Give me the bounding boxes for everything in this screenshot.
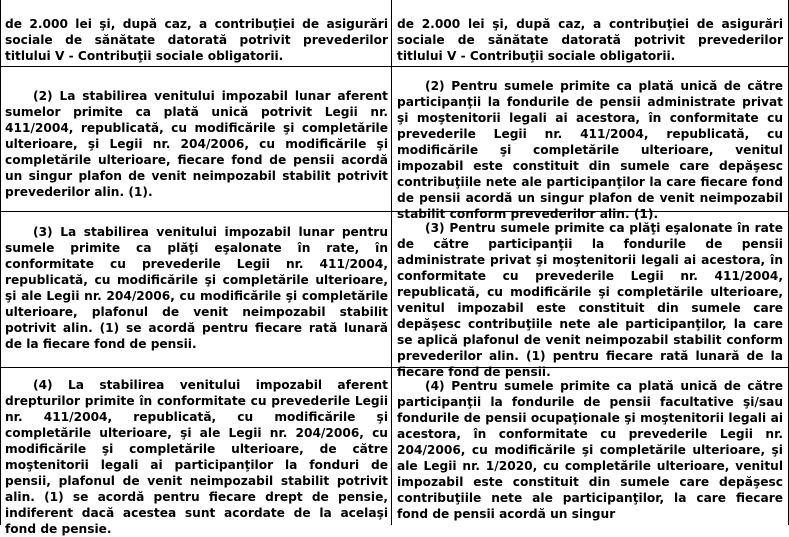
left-paragraph-4-cell — [5, 377, 388, 537]
right-paragraph-4-cell — [397, 378, 783, 522]
left-paragraph-4: (4) La stabilirea venitului impozabil aferent drepturilor primite în conformitate cu prevederile Legii nr. 411/2004, republicată, cu modificările şi completările ulterioare, şi ale Legii nr. 204/2006, cu modificările şi completările ulterioare, de către moştenitorii legali ai participanţilor la fonduri de pensii, plafonul de venit neimpozabil stabilit potrivit alin. (1) se acordă pentru fiecare drept de pensie, indiferent dacă acestea sunt acordate de la acelaşi fond de pensie. — [5, 378, 388, 536]
left-intro-text: de 2.000 lei şi, după caz, a contribuţiei de asigurări sociale de sănătate datorată potrivit prevederilor titlului V - Contribuţii sociale obligatorii. — [5, 17, 388, 63]
left-paragraph-2: (2) La stabilirea venitului impozabil lunar aferent sumelor primite ca plată unică potrivit Legii nr. 411/2004, republicată, cu modificările şi completările ulterioare, şi Legii nr. 204/2006, cu modificările şi completările ulterioare, fiecare fond de pensii acordă un singur plafon de venit neimpozabil stabilit potrivit prevederilor alin. (1). — [5, 89, 388, 199]
right-paragraph-3-cell — [397, 220, 783, 380]
left-paragraph-3: (3) La stabilirea venitului impozabil lunar pentru sumele primite ca plăţi eşalonate în rate, în conformitate cu prevederile Legii nr. 411/2004, republicată, cu modificările şi completările ulterioare, şi ale Legii nr. 204/2006, cu modificările şi completările ulterioare, plafonul de venit neimpozabil stabilit potrivit alin. (1) se acordă pentru fiecare rată lunară de la fiecare fond de pensii. — [5, 225, 388, 351]
left-paragraph-2-cell — [5, 88, 388, 200]
right-intro-text: de 2.000 lei şi, după caz, a contribuţiei de asigurări sociale de sănătate datorată potrivit prevederilor titlului V - Contribuţii sociale obligatorii. — [397, 17, 783, 63]
left-paragraph-3-cell — [5, 224, 388, 352]
right-paragraph-2: (2) Pentru sumele primite ca plată unică de către participanţii la fondurile de pensii administrate privat şi moştenitorii legali ai acestora, în conformitate cu prevederile Legii nr. 411/2004, republicată, cu modificările şi completările ulterioare, venitul impozabil este constituit din sumele care depăşesc contribuţiile nete ale participanţilor la care fiecare fond de pensii acordă un singur plafon de venit neimpozabil stabilit conform prevederilor alin. (1). — [397, 79, 783, 221]
right-column — [392, 0, 788, 525]
left-intro-cell — [5, 16, 388, 64]
right-intro-cell — [397, 16, 783, 64]
left-column — [1, 0, 392, 536]
right-paragraph-3: (3) Pentru sumele primite ca plăţi eşalonate în rate de către participanţii la fondurile de pensii administrate privat şi moştenitorii legali ai acestora, în conformitate cu prevederile Legii nr. 411/2004, republicată, cu modificările şi completările ulterioare, venitul impozabil este constituit din sumele care depăşesc contribuţiile nete ale participanţilor, la care se aplică plafonul de venit neimpozabil stabilit conform prevederilor alin. (1) pentru fiecare rată lunară de la fiecare fond de pensii. — [397, 221, 783, 379]
right-paragraph-2-cell — [397, 78, 783, 222]
right-paragraph-4: (4) Pentru sumele primite ca plată unică de către participanţii la fondurile de pensii facultative şi/sau fondurile de pensii ocupaţionale şi moştenitorii legali ai acestora, în conformitate cu prevederile Legii nr. 204/2006, cu modificările şi completările ulterioare, şi ale Legii nr. 1/2020, cu completările ulterioare, venitul impozabil este constituit din sumele care depăşesc contribuţiile nete ale participanţilor, la care fiecare fond de pensii acordă un singur — [397, 379, 783, 521]
